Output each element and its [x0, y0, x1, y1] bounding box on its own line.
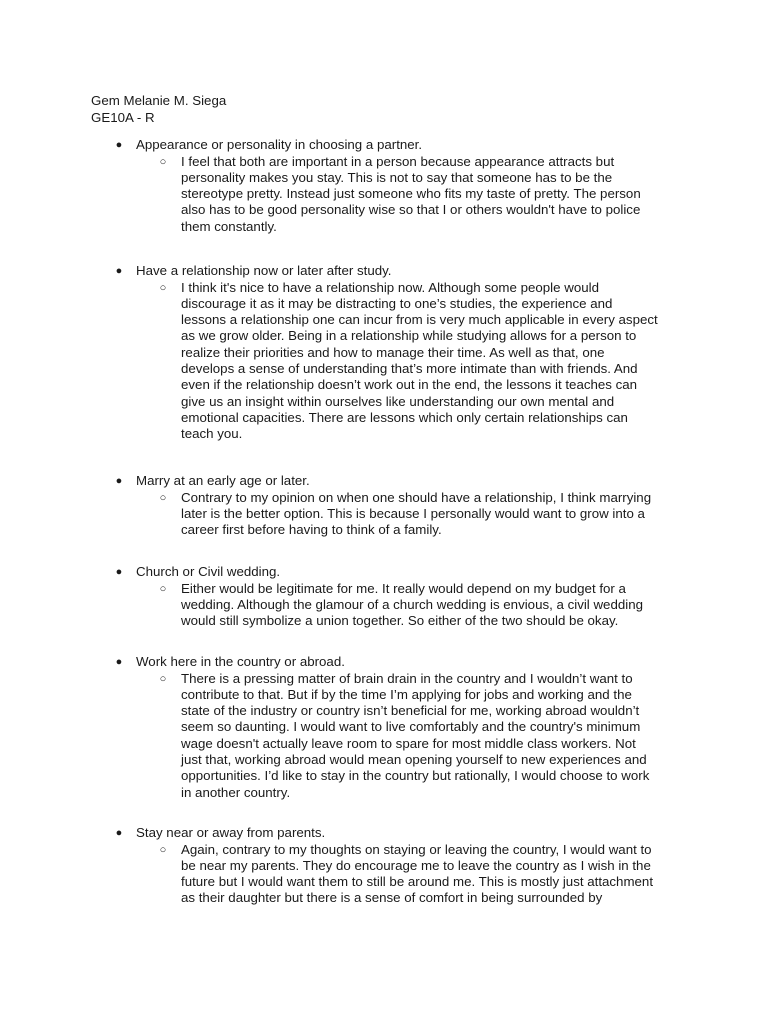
answer-line: give us an insight within ourselves like understanding our own mental and — [181, 393, 615, 409]
answer-paragraph — [181, 842, 681, 907]
answer-line: I feel that both are important in a person because appearance attracts but — [181, 153, 615, 169]
answer-line: wedding. Although the glamour of a church wedding is envious, a civil wedding — [181, 596, 643, 612]
question-topic: Stay near or away from parents. — [136, 825, 326, 840]
question-item — [0, 263, 768, 280]
question-item — [0, 825, 768, 842]
question-item — [0, 564, 768, 581]
answer-paragraph — [181, 280, 681, 443]
author-name: Gem Melanie M. Siega — [91, 93, 227, 108]
answer-line: There is a pressing matter of brain drain in the country and I wouldn’t want to — [181, 670, 633, 686]
question-item — [0, 473, 768, 490]
course-code: GE10A - R — [91, 109, 155, 125]
answer-line: I think it's nice to have a relationship now. Although some people would — [181, 279, 599, 295]
sub-bullet-icon: ○ — [159, 491, 167, 504]
answer-paragraph — [181, 671, 681, 801]
answer-line: even if the relationship doesn’t work out in the end, the lessons it teaches can — [181, 377, 638, 393]
answer-line: career first before having to think of a family. — [181, 522, 442, 538]
bullet-icon: ● — [115, 827, 123, 839]
answer-line: wage doesn't actually leave room to spare for most middle class workers. Not — [181, 735, 636, 751]
answer-line: discourage it as it may be distracting to one’s studies, the experience and — [181, 295, 613, 311]
bullet-icon: ● — [115, 265, 123, 277]
sub-bullet-icon: ○ — [159, 281, 167, 294]
bullet-icon: ● — [115, 475, 123, 487]
answer-line: personality makes you stay. This is not to say that someone has to be the — [181, 169, 613, 185]
answer-line: state of the industry or country isn’t beneficial for me, working abroad wouldn’t — [181, 703, 640, 719]
document-header — [91, 93, 226, 126]
answer-line: emotional capacities. There are lessons which only certain relationships can — [181, 409, 628, 425]
answer-paragraph — [181, 490, 681, 539]
answer-line: them constantly. — [181, 218, 277, 234]
answer-line: be near my parents. They do encourage me to leave the country as I wish in the — [181, 857, 651, 873]
answer-line: would still symbolize a union together. So either of the two should be okay. — [181, 613, 619, 629]
question-topic: Church or Civil wedding. — [136, 564, 281, 579]
answer-line: just that, working abroad would mean opening yourself to new experiences and — [181, 751, 647, 767]
sub-bullet-icon: ○ — [159, 582, 167, 595]
question-topic: Appearance or personality in choosing a partner. — [136, 137, 423, 152]
answer-line: Again, contrary to my thoughts on staying or leaving the country, I would want to — [181, 841, 652, 857]
answer-paragraph — [181, 581, 681, 630]
answer-line: opportunities. I’d like to stay in the country but rationally, I would choose to work — [181, 768, 650, 784]
answer-line: lessons a relationship one can incur from is very much applicable in every aspect — [181, 312, 658, 328]
answer-line: contribute to that. But if by the time I’m applying for jobs and working and the — [181, 686, 632, 702]
answer-line: future but I would want them to still be around me. This is mostly just attachment — [181, 874, 654, 890]
question-topic: Work here in the country or abroad. — [136, 654, 345, 669]
answer-line: stereotype pretty. Instead just someone who fits my taste of pretty. The person — [181, 186, 641, 202]
answer-line: seem so daunting. I would want to live comfortably and the country's minimum — [181, 719, 641, 735]
sub-bullet-icon: ○ — [159, 155, 167, 168]
bullet-icon: ● — [115, 656, 123, 668]
answer-line: Either would be legitimate for me. It really would depend on my budget for a — [181, 580, 626, 596]
answer-line: teach you. — [181, 426, 243, 442]
sub-bullet-icon: ○ — [159, 672, 167, 685]
sub-bullet-icon: ○ — [159, 843, 167, 856]
question-topic: Marry at an early age or later. — [136, 473, 310, 488]
bullet-icon: ● — [115, 139, 123, 151]
question-item — [0, 137, 768, 154]
answer-line: develops a sense of understanding that’s more intimate than with friends. And — [181, 360, 638, 376]
answer-line: as their daughter but there is a sense of comfort in being surrounded by — [181, 890, 603, 906]
question-item — [0, 654, 768, 671]
answer-line: realize their priorities and how to manage their time. As well as that, one — [181, 344, 605, 360]
answer-line: later is the better option. This is because I personally would want to grow into a — [181, 505, 645, 521]
answer-paragraph — [181, 154, 681, 235]
answer-line: in another country. — [181, 784, 291, 800]
question-topic: Have a relationship now or later after study. — [136, 263, 392, 278]
bullet-icon: ● — [115, 566, 123, 578]
answer-line: Contrary to my opinion on when one should have a relationship, I think marrying — [181, 489, 652, 505]
answer-line: also has to be good personality wise so that I or others wouldn't have to police — [181, 202, 641, 218]
answer-line: as we grow older. Being in a relationship while studying allows for a person to — [181, 328, 637, 344]
